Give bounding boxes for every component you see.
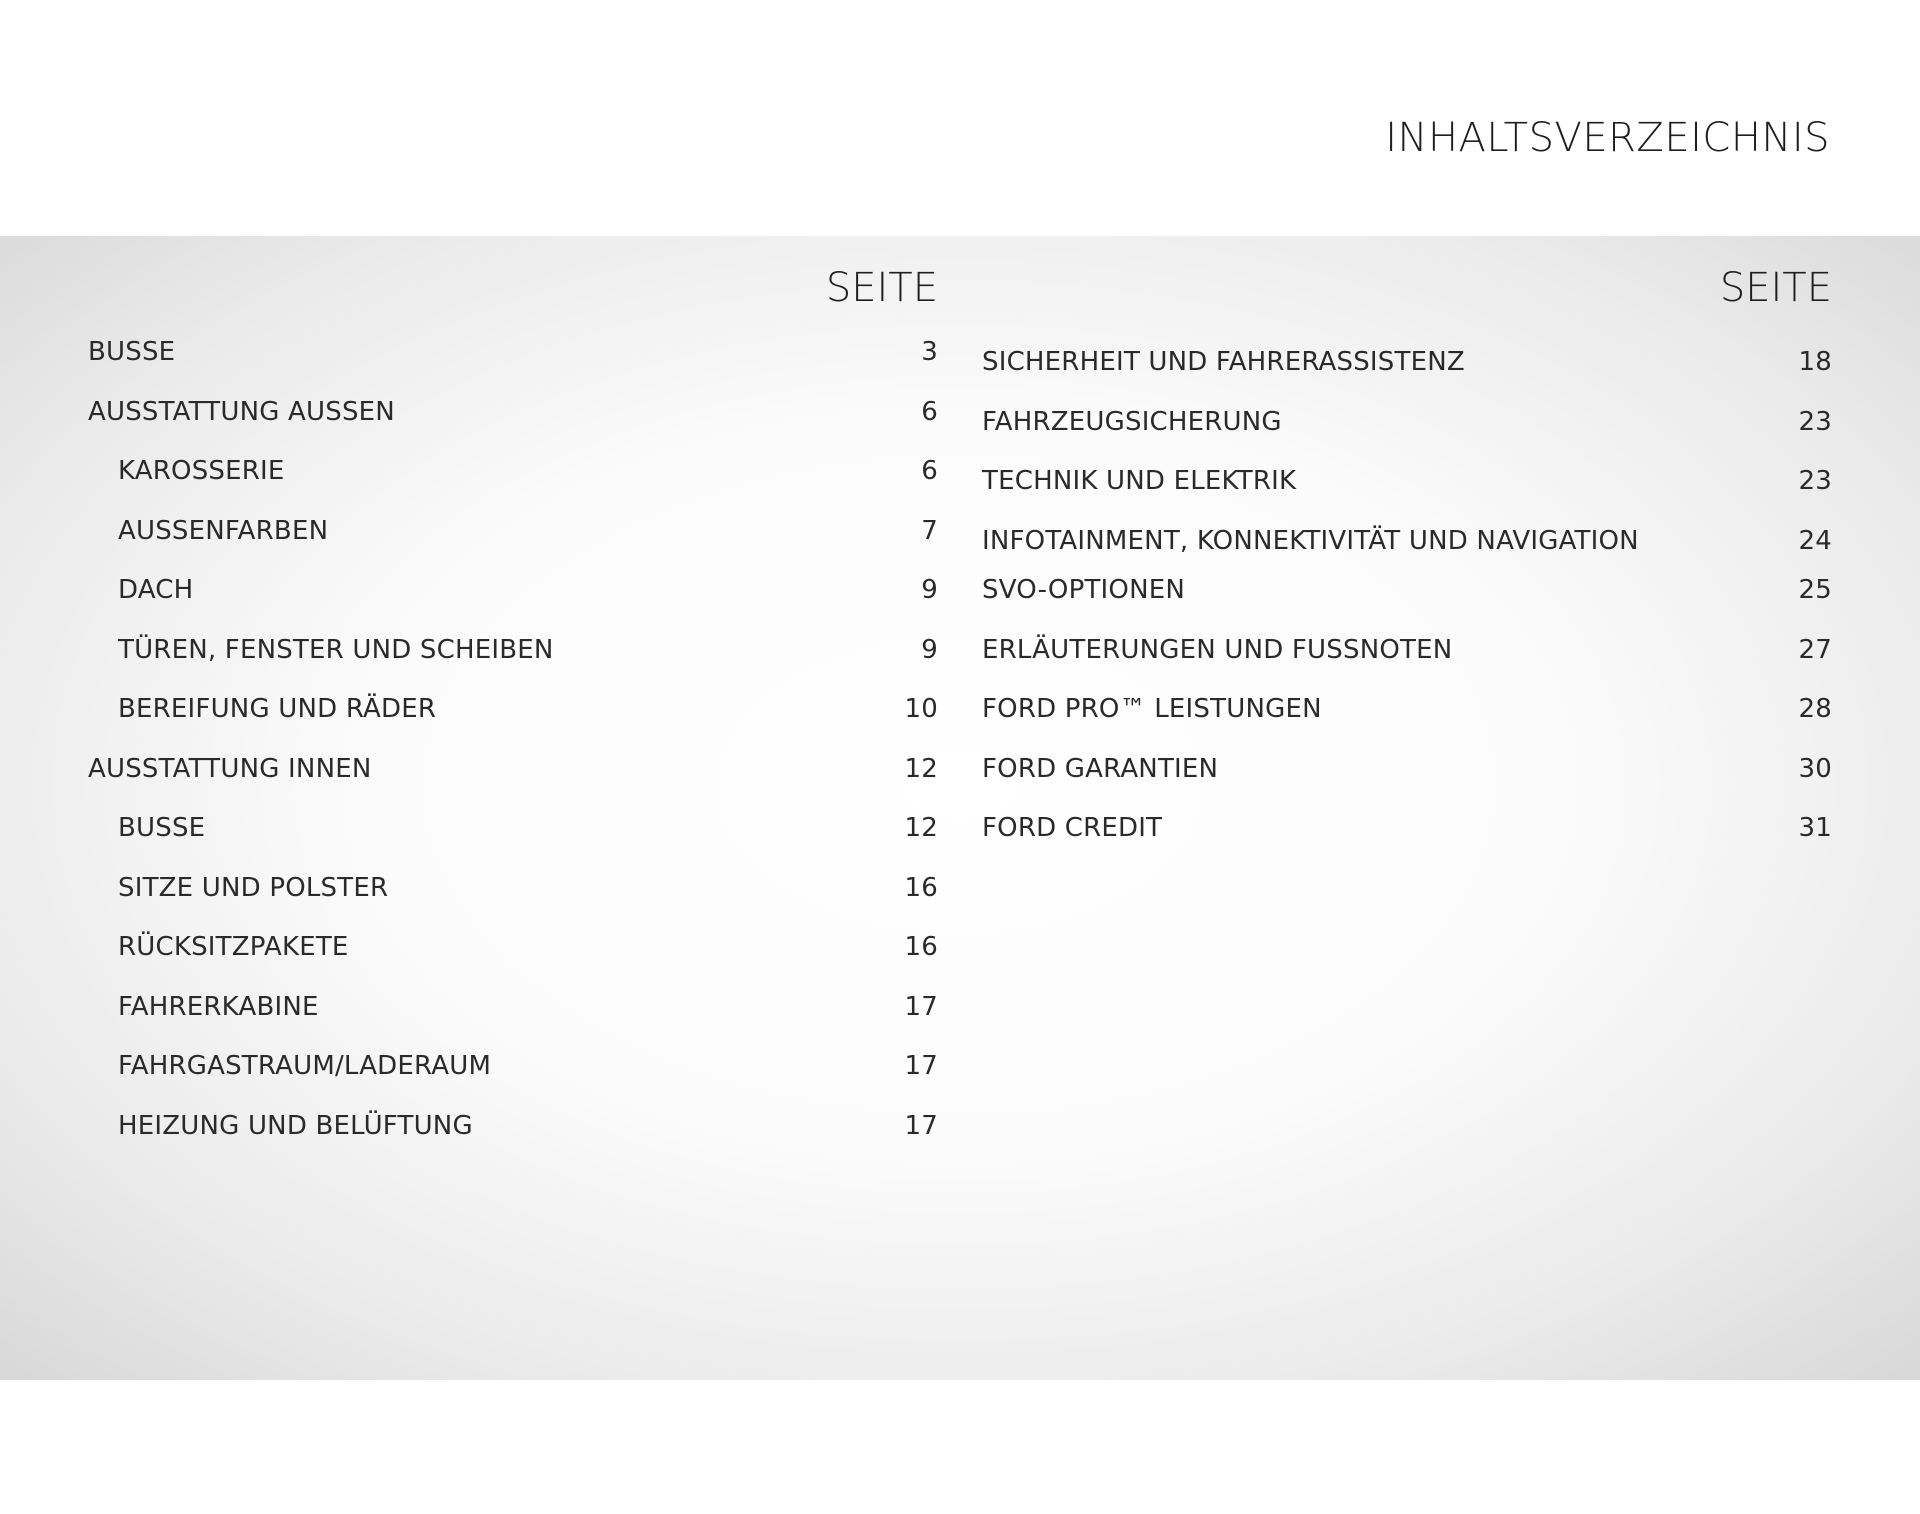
toc-entry-dach[interactable] <box>88 570 938 610</box>
toc-entry-svo-optionen[interactable] <box>982 570 1832 610</box>
toc-entry-heizung-belueftung[interactable] <box>88 1106 938 1146</box>
toc-entry-page: 25 <box>1798 575 1832 605</box>
toc-panel <box>0 236 1920 1380</box>
toc-entry-page: 23 <box>1798 407 1832 437</box>
toc-entry-page: 6 <box>921 397 938 427</box>
toc-entry-busse[interactable] <box>88 332 938 372</box>
toc-entry-technik-elektrik[interactable] <box>982 461 1832 501</box>
toc-entry-page: 17 <box>904 1111 938 1141</box>
toc-entry-ford-garantien[interactable] <box>982 749 1832 789</box>
toc-entry-page: 6 <box>921 456 938 486</box>
toc-entry-page: 16 <box>904 873 938 903</box>
page-column-header: SEITE <box>825 265 938 311</box>
toc-entry-label: FAHRZEUGSICHERUNG <box>982 407 1282 437</box>
toc-entry-page: 23 <box>1798 466 1832 496</box>
toc-entry-label: AUSSTATTUNG INNEN <box>88 754 372 784</box>
toc-entry-page: 9 <box>921 635 938 665</box>
toc-entry-ford-pro-leistungen[interactable] <box>982 689 1832 729</box>
toc-entry-page: 9 <box>921 575 938 605</box>
toc-entry-ausstattung-aussen[interactable] <box>88 392 938 432</box>
toc-entry-label: BEREIFUNG UND RÄDER <box>118 694 437 724</box>
toc-entry-page: 12 <box>904 813 938 843</box>
toc-entry-page: 31 <box>1798 813 1832 843</box>
toc-entry-page: 16 <box>904 932 938 962</box>
toc-entry-page: 17 <box>904 1051 938 1081</box>
toc-entry-bereifung-raeder[interactable] <box>88 689 938 729</box>
toc-entry-page: 7 <box>921 516 938 546</box>
toc-entry-page: 24 <box>1798 526 1832 556</box>
toc-entry-page: 27 <box>1798 635 1832 665</box>
toc-entry-aussenfarben[interactable] <box>88 511 938 551</box>
toc-entry-page: 17 <box>904 992 938 1022</box>
toc-entry-fahrgastraum-laderaum[interactable] <box>88 1046 938 1086</box>
toc-entry-ruecksitzpakete[interactable] <box>88 927 938 967</box>
toc-entry-ford-credit[interactable] <box>982 808 1832 848</box>
toc-entry-sitze-polster[interactable] <box>88 868 938 908</box>
toc-entry-fahrzeugsicherung[interactable] <box>982 402 1832 442</box>
toc-entry-page: 12 <box>904 754 938 784</box>
toc-entry-label: DACH <box>118 575 194 605</box>
toc-entry-label: TÜREN, FENSTER UND SCHEIBEN <box>118 635 554 665</box>
toc-entry-label: FAHRERKABINE <box>118 992 319 1022</box>
toc-entry-page: 30 <box>1798 754 1832 784</box>
toc-entry-busse-innen[interactable] <box>88 808 938 848</box>
page-title: INHALTSVERZEICHNIS <box>1385 115 1830 161</box>
toc-entry-label: ERLÄUTERUNGEN UND FUSSNOTEN <box>982 635 1453 665</box>
page-column-header: SEITE <box>1719 265 1832 311</box>
toc-entry-karosserie[interactable] <box>88 451 938 491</box>
toc-entry-label: AUSSTATTUNG AUSSEN <box>88 397 395 427</box>
toc-entry-erlaeuterungen-fussnoten[interactable] <box>982 630 1832 670</box>
toc-entry-label: AUSSENFARBEN <box>118 516 329 546</box>
toc-entry-infotainment[interactable] <box>982 521 1832 561</box>
toc-entry-ausstattung-innen[interactable] <box>88 749 938 789</box>
toc-entry-label: HEIZUNG UND BELÜFTUNG <box>118 1111 473 1141</box>
toc-entry-label: SICHERHEIT UND FAHRERASSISTENZ <box>982 347 1465 377</box>
toc-entry-fahrerkabine[interactable] <box>88 987 938 1027</box>
toc-entry-label: FORD CREDIT <box>982 813 1163 843</box>
toc-entry-page: 10 <box>904 694 938 724</box>
toc-entry-page: 28 <box>1798 694 1832 724</box>
toc-entry-label: RÜCKSITZPAKETE <box>118 932 349 962</box>
toc-entry-label: BUSSE <box>88 337 176 367</box>
toc-entry-label: INFOTAINMENT, KONNEKTIVITÄT UND NAVIGATION <box>982 526 1639 556</box>
toc-entry-sicherheit-fahrerassistenz[interactable] <box>982 342 1832 382</box>
toc-entry-tueren-fenster-scheiben[interactable] <box>88 630 938 670</box>
toc-entry-label: FAHRGASTRAUM/LADERAUM <box>118 1051 492 1081</box>
toc-entry-label: FORD PRO™ LEISTUNGEN <box>982 694 1322 724</box>
toc-entry-label: FORD GARANTIEN <box>982 754 1219 784</box>
toc-entry-page: 18 <box>1798 347 1832 377</box>
toc-entry-label: BUSSE <box>118 813 206 843</box>
toc-entry-label: KAROSSERIE <box>118 456 285 486</box>
toc-entry-label: TECHNIK UND ELEKTRIK <box>982 466 1297 496</box>
toc-entry-label: SITZE UND POLSTER <box>118 873 389 903</box>
toc-entry-label: SVO-OPTIONEN <box>982 575 1186 605</box>
toc-entry-page: 3 <box>921 337 938 367</box>
